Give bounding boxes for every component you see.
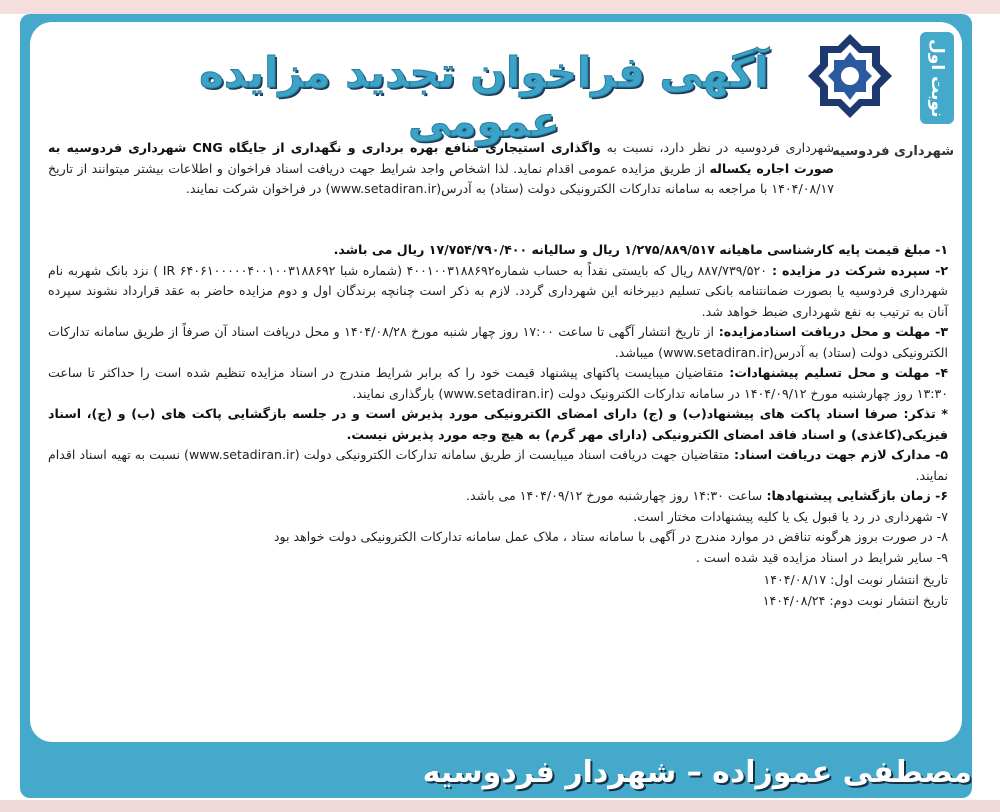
item-3 — [48, 322, 948, 363]
org-name: شهرداری فردوسیه — [832, 144, 954, 159]
conditions-list — [48, 240, 948, 611]
item-3-text: از تاریخ انتشار آگهی تا ساعت ۱۷:۰۰ روز چهار شنبه مورخ ۱۴۰۴/۰۸/۲۸ و محل دریافت اسناد آن صرفاً از طریق سامانه تدارکات الکترونیکی دولت (ستاد) به آدرس(www.setadiran.ir) میباشد. — [48, 324, 948, 360]
item-4-text: متقاضیان میبایست پاکتهای پیشنهاد قیمت خود را که برابر شرایط مندرج در اسناد مزایده تنظیم شده است را حداکثر تا ساعت ۱۳:۳۰ روز چهارشنبه مورخ ۱۴۰۴/۰۹/۱۲ در سامانه تدارکات الکترونیک دولت (www.setadiran.ir) بارگذاری نمایند. — [48, 365, 948, 401]
intro-text-1: شهرداری فردوسیه در نظر دارد، نسبت به — [600, 140, 835, 155]
signature: مصطفی عموزاده – شهردار فردوسیه — [422, 754, 972, 790]
municipality-logo — [802, 32, 898, 122]
item-7: ۷- شهرداری در رد یا قبول یک یا کلیه پیشنهادات مختار است. — [633, 508, 948, 524]
item-4 — [48, 363, 948, 404]
item-8: ۸- در صورت بروز هرگونه تناقض در موارد مندرج در آگهی با سامانه ستاد ، ملاک عمل سامانه تدارکات الکترونیکی دولت خواهد بود — [273, 529, 948, 544]
item-5-text: متقاضیان جهت دریافت اسناد میبایست از طریق سامانه تدارکات الکترونیکی دولت (www.setadiran.ir) نسبت به تهیه اسناد اقدام نمایند. — [48, 447, 948, 483]
note: * تذکر: صرفا اسناد پاکت های پیشنهاد(ب) و (ج) دارای امضای الکترونیکی مورد پذیرش است و در جلسه بازگشایی پاکت های (ب) و (ج)، اسناد فیزیکی(کاغذی) و اسناد فاقد امضای الکترونیکی (دارای مهر گرم) به هیچ وجه مورد پذیرش نیست. — [48, 406, 948, 442]
item-2-text: ۸۸۷/۷۳۹/۵۲۰ ریال که بایستی نقداً به حساب شماره۴۰۰۱۰۰۳۱۸۸۶۹۲ (شماره شبا IR ۶۴۰۶۱۰۰۰۰۰۴۰۰۱۰۰۳۱۸۸۶۹۲ ) نزد بانک شهربه نام شهرداری فردوسیه یا بصورت ضمانتنامه بانکی تسلیم دبیرخانه این شهرداری گردد. لازم به ذکر است چنانچه برندگان اول و دوم مزایده حاضر به عقد قرارداد نشوند سپرده آنان به ترتیب به نفع شهرداری ضبط خواهد شد. — [48, 262, 948, 319]
item-4-label: ۴- مهلت و محل تسلیم پیشنهادات: — [723, 365, 948, 380]
item-3-label: ۳- مهلت و محل دریافت اسنادمزایده: — [713, 324, 948, 339]
signature-bar — [20, 746, 972, 798]
page-title: آگهی فراخوان تجدید مزایده عمومی — [199, 48, 769, 146]
item-9: ۹- سایر شرایط در اسناد مزایده قید شده است . — [695, 549, 948, 565]
item-2-label: ۲- سپرده شرکت در مزایده : — [767, 262, 948, 278]
edition-badge: نوبت اول — [920, 32, 954, 124]
item-6 — [48, 486, 948, 507]
publication-dates — [48, 570, 948, 611]
ad-frame — [20, 14, 972, 798]
item-5-label: ۵- مدارک لازم جهت دریافت اسناد: — [729, 447, 948, 462]
item-2 — [48, 261, 948, 323]
intro-bold: واگذاری استیجاری منافع بهره برداری و نگهداری از جایگاه CNG شهرداری فردوسیه به صورت اجاره یکساله — [48, 140, 834, 176]
item-5 — [48, 445, 948, 486]
publication-date-1: تاریخ انتشار نوبت اول: ۱۴۰۴/۰۸/۱۷ — [763, 572, 948, 587]
intro-paragraph — [48, 138, 834, 200]
publication-date-2: تاریخ انتشار نوبت دوم: ۱۴۰۴/۰۸/۲۴ — [762, 592, 948, 608]
bottom-strip — [0, 800, 1000, 812]
item-6-text: ساعت ۱۴:۳۰ روز چهارشنبه مورخ ۱۴۰۴/۰۹/۱۲ می باشد. — [466, 488, 763, 503]
item-1: ۱- مبلغ قیمت پایه کارشناسی ماهیانه ۱/۲۷۵/۸۸۹/۵۱۷ ریال و سالیانه ۱۷/۷۵۴/۷۹۰/۴۰۰ ریال می باشد. — [333, 242, 948, 257]
intro-text-2: از طریق مزایده عمومی اقدام نماید. لذا اشخاص واجد شرایط جهت دریافت اسناد فراخوان و اطلاعات بیشتر میتوانند از تاریخ ۱۴۰۴/۰۸/۱۷ با مراجعه به سامانه تدارکات الکترونیکی دولت (ستاد) به آدرس(www.setadiran.ir) در فراخوان شرکت نمایند. — [48, 160, 834, 196]
item-6-label: ۶- زمان بازگشایی پیشنهادها: — [762, 488, 948, 503]
ad-content — [30, 22, 962, 742]
top-strip — [0, 0, 1000, 14]
